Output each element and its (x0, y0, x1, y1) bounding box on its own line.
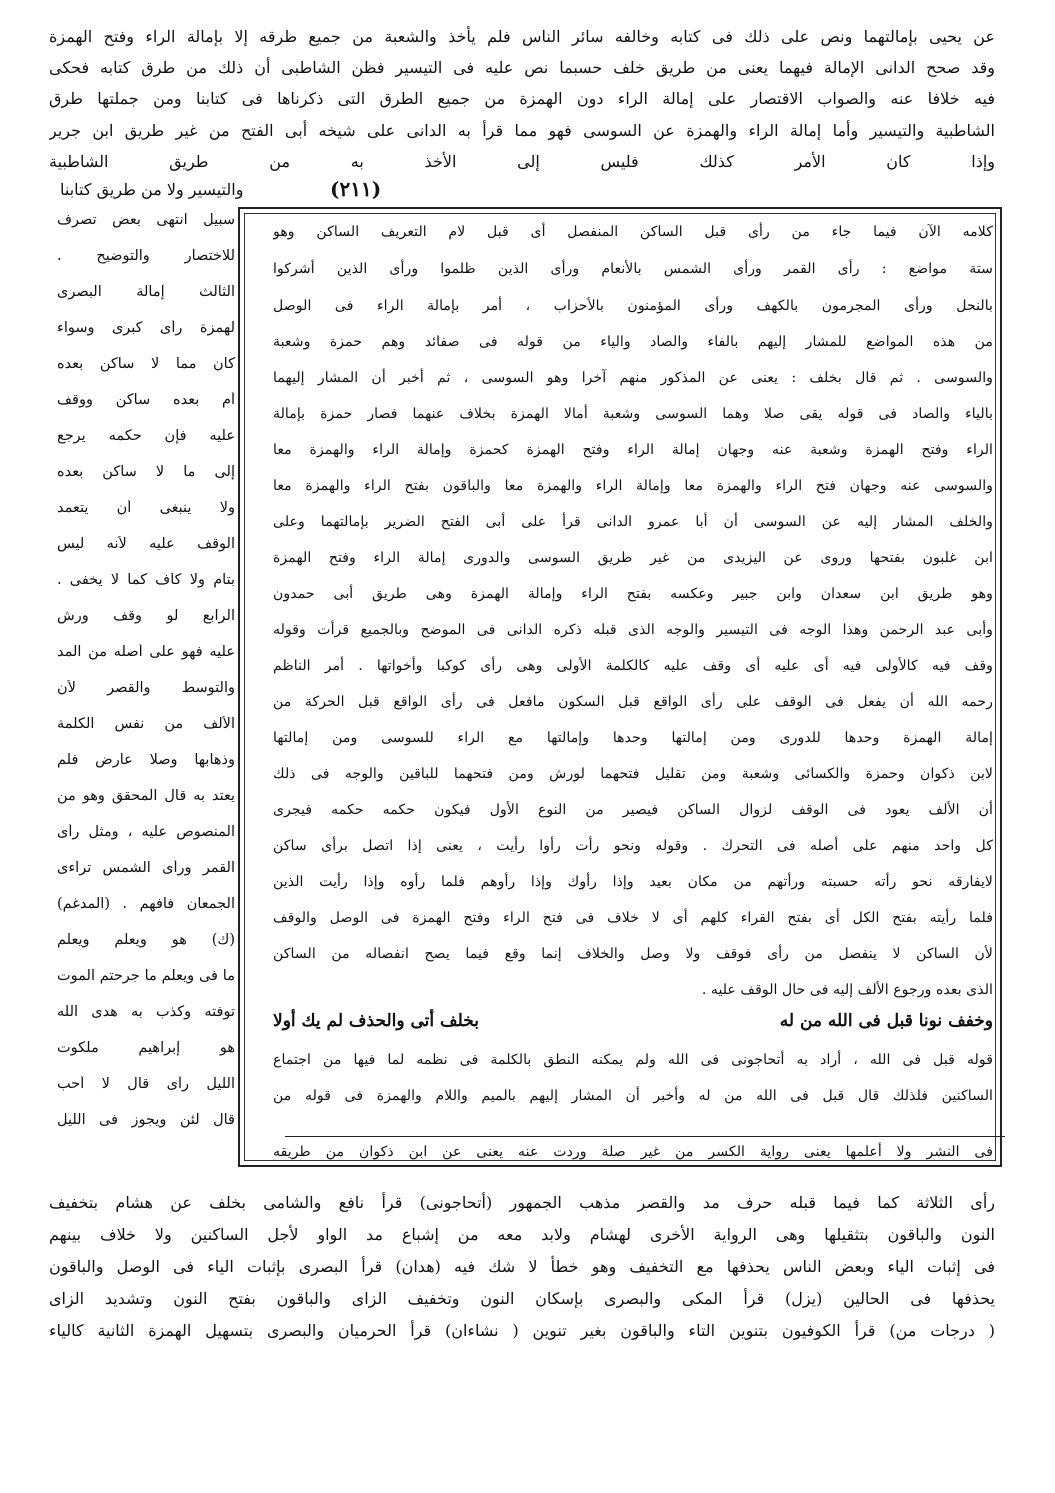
footnote-line: فى النشر ولا أعلمها يعنى رواية الكسر من غير صلة وردت عنه يعنى عن ابن ذكوان من طريقه (273, 1144, 993, 1160)
margin-line: الثالث إمالة البصرى (57, 284, 235, 300)
commentary-line: لايفارقه نحو رأته حسبته ورأتهم من مكان بعيد وإذا رأوك وإذا رأوهم فلما رأوه وإذا رأيت الذين (273, 874, 993, 890)
poem-verse (273, 1011, 993, 1031)
bottom-text-line: رأى الثلاثة كما فيما قبله حرف مد والقصر مذهب الجمهور (أتحاجونى) قرأ نافع والشامى بخلف عن هشام بتخفيف (49, 1193, 995, 1212)
footnote-divider (285, 1136, 1005, 1137)
margin-line: الوقف عليه لأنه ليس (57, 536, 235, 552)
commentary-line: لابن ذكوان وحمزة والكسائى وشعبة ومن تقليل فتحهما لورش ومن فتحهما للباقين والوجه فى ذلك (273, 766, 993, 782)
top-text-line: وإذا كان الأمر كذلك فليس إلى الأخذ به من طريق الشاطبية (49, 152, 995, 171)
margin-line: للاختصار والتوضيح . (57, 248, 235, 264)
margin-line: إلى ما لا ساكن بعده (57, 464, 235, 480)
commentary-line: الساكنين فلذلك قال قبل فى الله من له وأخبر أن المشار إليهم بالميم واللام والهمزة فى قوله من (273, 1088, 993, 1104)
margin-line: ما فى ويعلم ما جرحتم الموت (57, 968, 235, 984)
commentary-line: والسوسى . ثم قال بخلف : يعنى عن المذكور منهم آخرا وهو السوسى ، ثم أخبر أن المشار إليهما (273, 370, 993, 386)
commentary-line: بالياء والصاد فى قوله يقى صلا وهما السوسى وشعبة أمالا الهمزة بخلاف عنهما فصار حمزة بإمالة (273, 406, 993, 422)
top-text-line: فيه خلافا عنه والصواب الاقتصار على إمالة الراء دون الهمزة من جميع الطرق التى ذكرناها فى كتابنا ومن جملتها طرق (49, 89, 995, 108)
commentary-line: وأبى عبد الرحمن وهذا الوجه فى التيسير والوجه الذى قبله ذكره الدانى فى الموضح وبالجميع قرأت وقوله (273, 622, 993, 638)
margin-line: الليل رأى قال لا أحب (57, 1076, 235, 1092)
margin-line: ولا ينبغى أن يتعمد (57, 500, 235, 516)
page-number: (٢١١) (330, 177, 382, 201)
commentary-line: ستة مواضع : رأى القمر ورأى الشمس بالأنعام ورأى الذين ظلموا ورأى الذين أشركوا (273, 261, 993, 277)
bottom-text-line: ( درجات من) قرأ الكوفيون بتنوين التاء والباقون بغير تنوين ( نشاءان) قرأ الحرميان والبصرى بتسهيل الهمزة الثانية كالياء (49, 1321, 995, 1340)
margin-line: وذهابها وصلا عارض فلم (57, 752, 235, 768)
margin-line: كان مما لا ساكن بعده (57, 356, 235, 372)
commentary-line: ابن غلبون بفتحها وروى عن اليزيدى من غير طريق السوسى والدورى إمالة الراء وفتح الهمزة (273, 550, 993, 566)
margin-line: بتام ولا كاف كما لا يخفى . (57, 572, 235, 588)
bottom-text-line: يحذفها فى الحالين (يزل) قرأ المكى والبصرى بإسكان النون وتخفيف الزاى والباقون بفتح النون وتشديد الزاى (49, 1289, 995, 1308)
commentary-line: أن الألف يعود فى الوقف لزوال الساكن فيصير من النوع الأول فيكون حكمه حكمه فيجرى (273, 802, 993, 818)
margin-line: هو إبراهيم ملكوت (57, 1040, 235, 1056)
margin-line: الجمعان فافهم . (المدغم) (57, 896, 235, 912)
poem-hemistich-right: وخفف نونا قبل فى الله من له (779, 1011, 993, 1031)
commentary-line: فلما رأيته بفتح الكل أى بفتح القراء كلهم أى لا خلاف فى فتح الراء وفتح الهمزة فى الوصل والوقف (273, 910, 993, 926)
commentary-line: وهو طريق ابن سعدان وابن جبير وعكسه بفتح الراء وإمالة الهمزة وهى طريق أبى حمدون (273, 586, 993, 602)
poem-hemistich-left: بخلف أتى والحذف لم يك أولا (273, 1011, 479, 1031)
margin-line: عليه فهو على أصله من المد (57, 644, 235, 660)
commentary-line: رحمه الله أن يفعل فى الوقف على رأى الواقع قبل السكون مافعل فى رأى الواقع قبل الحركة من (273, 694, 993, 710)
bottom-text-line: فى إثبات الياء وبعض الناس يحذفها مع التخفيف وهو خطأ لا شك فيه (هدان) قرأ البصرى بإثبات الياء فى الوصل والباقون (49, 1257, 995, 1276)
margin-line: الرابع لو وقف ورش (57, 608, 235, 624)
bottom-text-line: النون والباقون بتثقيلها وهى الرواية الأخرى لهشام ولابد معه من إشباع مد الواو لأجل الساكنين ولا خلاف بينهم (49, 1225, 995, 1244)
margin-line: (ك) هو ويعلم ويعلم (57, 932, 235, 948)
margin-line: أم بعده ساكن ووقف (57, 392, 235, 408)
commentary-line: والسوسى عنه وجهان فتح الراء والهمزة معا وإمالة الراء والهمزة معا والباقون بفتح الراء والهمزة معا (273, 478, 993, 494)
commentary-line: والخلف المشار إليه عن السوسى أن أبا عمرو الدانى قرأ على أبى الفتح الضرير بإمالتهما وعلى (273, 514, 993, 530)
commentary-line: كل واحد منهم على أصله فى التحرك . وقوله ونحو رأت رأوا رأيت ، يعنى إذا اتصل برأى ساكن (273, 838, 993, 854)
margin-column (55, 212, 235, 1172)
commentary-line: الراء وفتح الهمزة وشعبة عنه وجهان إمالة الراء وفتح الهمزة كحمزة وإمالة الراء والهمزة معا (273, 442, 993, 458)
commentary-line: من هذه المواضع للمشار إليهم بالفاء والصاد والياء من قوله فى صفائد وهم حمزة وشعبة (273, 334, 993, 350)
commentary-line: وقف فيه كالأولى فيه أى عليه أى وقف عليه كالكلمة الأولى وهى رأى كوكبا وأخواتها . أمر الناظم (273, 658, 993, 674)
margin-line: توفته وكذب به هدى الله (57, 1004, 235, 1020)
margin-line: القمر ورأى الشمس تراءى (57, 860, 235, 876)
commentary-line: إمالة الهمزة وحدها للدورى ومن إمالتها وحدها وإمالتها مع الراء للسوسى ومن إمالتها (273, 730, 993, 746)
commentary-line: الذى بعده ورجوع الألف إليه فى حال الوقف عليه . (701, 982, 993, 998)
margin-line: سبيل انتهى بعض تصرف (57, 212, 235, 228)
margin-line: يعتد به قال المحقق وهو من (57, 788, 235, 804)
top-text-trail: والتيسير ولا من طريق كتابنا (60, 180, 244, 199)
commentary-line: قوله قبل فى الله ، أراد به أتحاجونى فى الله ولم يمكنه النطق بالكلمة فى نظمه لما فيها من اجتماع (273, 1052, 993, 1068)
margin-line: المنصوص عليه ، ومثل رأى (57, 824, 235, 840)
commentary-line: بالنحل ورأى المجرمون بالكهف ورأى المؤمنون بالأحزاب ، أمر بإمالة الراء فى الوصل (273, 298, 993, 314)
margin-line: عليه فإن حكمه يرجع (57, 428, 235, 444)
margin-line: قال لئن ويجوز فى الليل (57, 1112, 235, 1128)
margin-line: الألف من نفس الكلمة (57, 716, 235, 732)
commentary-line: كلامه الآن فيما جاء من رأى قبل الساكن المنفصل أى قبل لام التعريف الساكن وهو (273, 224, 993, 240)
top-text-line: الشاطبية والتيسير وأما إمالة الراء والهمزة عن السوسى فهو مما قرأ به الدانى على شيخه أبى الفتح من غير طريق ابن جرير (49, 121, 995, 140)
margin-line: والتوسط والقصر لأن (57, 680, 235, 696)
top-text-line: وقد صحح الدانى الإمالة فيهما يعنى من طريق خلف حسبما نص عليه فى التيسير فظن الشاطبى أن ذلك من طرق كتابه فحكى (49, 58, 995, 77)
commentary-line: لأن الساكن لا ينفصل من رأى فوقف ولا وصل والخلاف إنما وقع فيما يصح انفصاله من الساكن (273, 946, 993, 962)
margin-line: لهمزة رأى كبرى وسواء (57, 320, 235, 336)
top-text-line: عن يحيى بإمالتهما ونص على ذلك فى كتابه وخالفه سائر الناس فلم يأخذ والشعبة من جميع طرقه إلا بإمالة الراء وفتح الهمزة (49, 27, 995, 46)
